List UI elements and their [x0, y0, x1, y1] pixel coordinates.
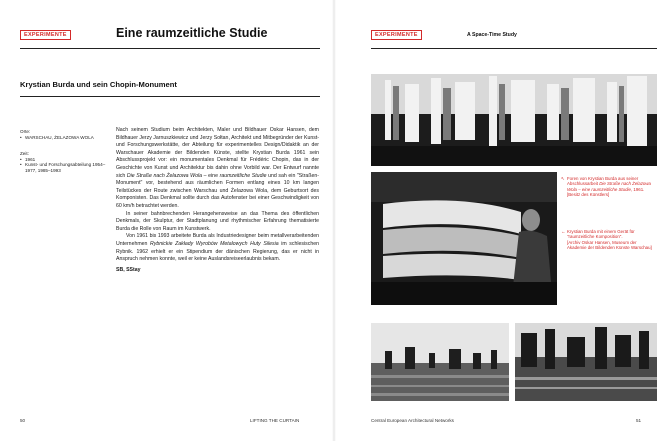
- photo-burda-device: [371, 172, 557, 305]
- running-footer-right: Central European Architectural Networks: [371, 418, 454, 423]
- author-signature: SB, SStay: [116, 266, 141, 273]
- arrow-left-up-icon: ↖: [561, 176, 565, 181]
- meta-time: [20, 151, 112, 173]
- body-paragraph-3: Von 1961 bis 1993 arbeitete Burda als Industriedesigner beim metallverarbeitenden Unternehmen Rybnickie Zakłady Wyrobów Metalowych Huty Silesia im schlesischen Rybnik. 1962 erhielt er ein Stipendium der dänischen Regierung, das er nicht in Anspruch nehmen konnte, weil er keine Auslandsreiseerlaubnis bekam.: [116, 233, 319, 263]
- caption-1-credit: [Besitz des Künstlers]: [567, 191, 610, 197]
- title-rule: [20, 48, 320, 49]
- book-gutter: [332, 0, 336, 441]
- section-tag-right: EXPERIMENTE: [371, 30, 422, 40]
- meta-places-label: Orte:: [20, 129, 31, 134]
- photo-landscape-2: [515, 323, 657, 401]
- page-number-left: 50: [20, 418, 26, 423]
- article-subtitle: Krystian Burda und sein Chopin-Monument: [20, 80, 177, 89]
- subtitle-rule: [20, 96, 320, 97]
- section-tag-left: EXPERIMENTE: [20, 30, 71, 40]
- caption-2-credit: [Archiv Oskar Hansen, Museum der Akademie der Bildenden Künste Warschau]: [567, 239, 652, 250]
- page-number-right: 51: [636, 418, 642, 423]
- body-paragraph-1: Nach seinem Studium beim Architekten, Maler und Bildhauer Oskar Hansen, dem Bildhauer Jerzy Jarnuszkiewicz und Jerzy Sołtan, Architekt und Mitbegründer der Kunst- und Forschungswerkstätte, der Abteilung für experimentelles Design/Didaktik an der Warschauer Akademie der Bildenden Künste, stellte Krystian Burda 1961 sein Abschlussprojekt vor: ein monumentales Denkmal für Frédéric Chopin, das in der Geschichte von Kunst und Architektur bis dahin ohne Vorbild war. Der Entwurf nannte sich Die Straße nach Żelazowa Wola – eine raumzeitliche Studie und sah ein "Straßen-Monument" vor, bestehend aus räumlichen Formen entlang eines 10 km langen Teilstückes der Route zwischen Warschau und Żelazowa Wola, dem Geburtsort des Komponisten. Das Denkmal sollte durch das Autofenster bei einer Geschwindigkeit von 60 km/h betrachtet werden.: [116, 127, 319, 209]
- article-body: [116, 127, 319, 274]
- arrow-left-icon: ←: [561, 229, 566, 234]
- page-title: Eine raumzeitliche Studie: [116, 26, 268, 40]
- photo-monument-forms: [371, 74, 657, 166]
- meta-time-label: Zeit:: [20, 151, 29, 156]
- meta-time-item: • Kunst- und Forschungsabteilung 1954–1977, 1985–1993: [20, 162, 112, 173]
- caption-2: ← Krystian Burda mit einem Gerät für "raumzeitliche Komposition". [Archiv Oskar Hansen, Museum der Akademie der Bildenden Künste Warschau]: [567, 229, 657, 250]
- meta-place-item: • WARSCHAU, ŻELAZOWA WOLA: [20, 135, 112, 141]
- photo-landscape-1: [371, 323, 509, 401]
- caption-1: ↖ Foren von Krystian Burda aus seiner Abschlussarbeit Die Straße nach Żelazowa Wola – eine raumzeitliche Studie, 1961. [Besitz des Künstlers]: [567, 176, 657, 197]
- running-footer-left: LIFTING THE CURTAIN: [250, 418, 300, 423]
- title-rule-right: [371, 48, 657, 49]
- meta-places: [20, 129, 112, 140]
- meta-time-item: • 1961: [20, 157, 112, 163]
- body-paragraph-2: In seiner bahnbrechenden Herangehensweise an das Thema des öffentlichen Denkmals, der Skulptur, der Stadtplanung und rhythmischer Erfahrung thematisierte Burda die Rolle von Raum im Kunstwerk.: [116, 210, 319, 232]
- english-title: A Space-Time Study: [467, 32, 517, 38]
